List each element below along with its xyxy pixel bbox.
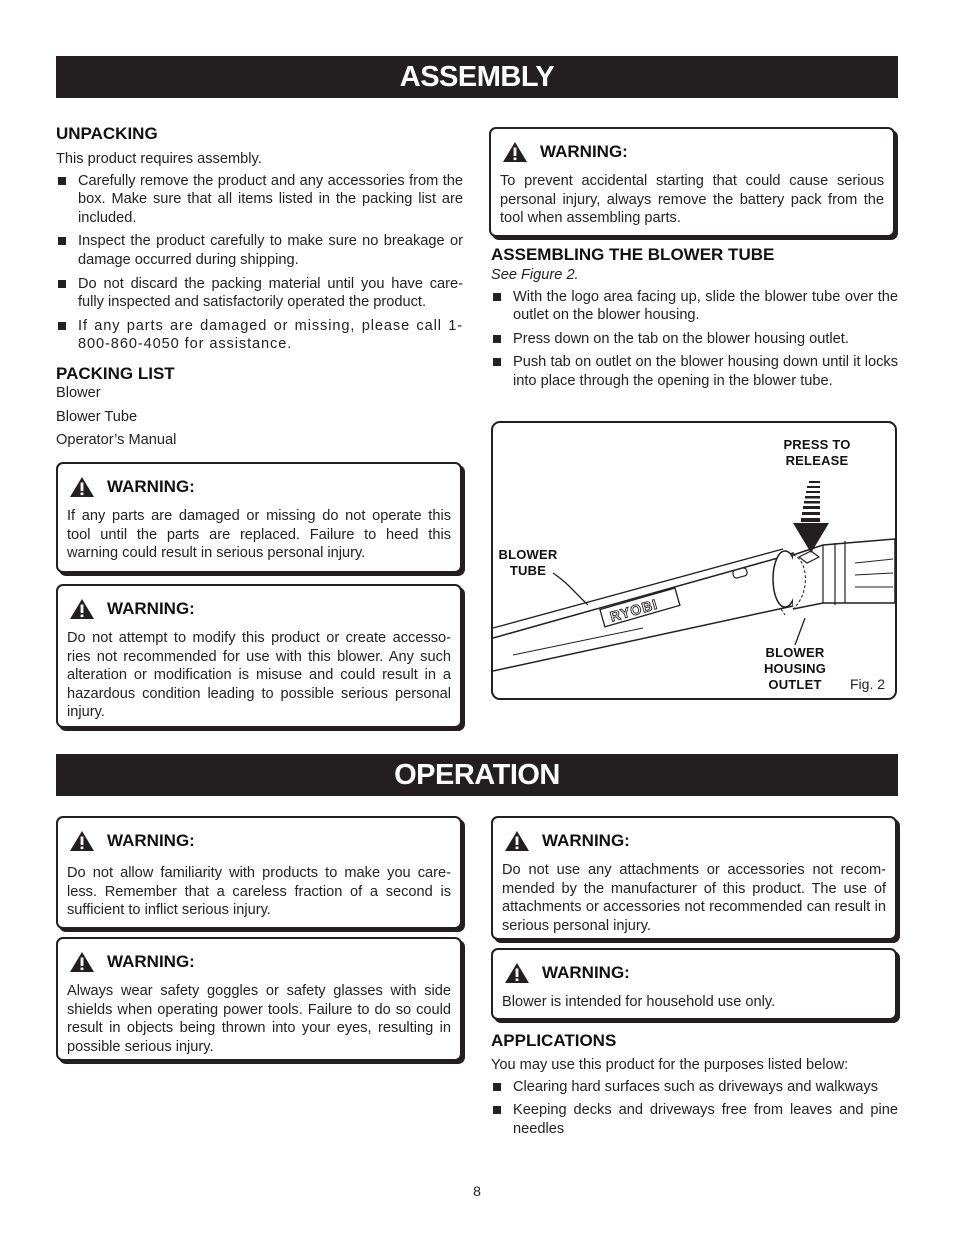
- warning-text: Do not allow familiarity with products to make you care-less. Remember that a careless fraction of a second is sufficient to inflict serious injury.: [67, 865, 451, 919]
- figure-2: [491, 421, 897, 700]
- blower-tube-heading: ASSEMBLING THE BLOWER TUBE: [491, 245, 775, 264]
- warning-title: WARNING:: [107, 952, 195, 971]
- warning-box-missing-parts: [56, 462, 462, 573]
- warning-text: Do not attempt to modify this product or create accesso-ries not recommended for use with this blower. Any such alteration or modification is misuse and could result in a hazardous condition leading to possible serious personal injury.: [67, 630, 451, 721]
- warning-box-attachments: [491, 816, 897, 940]
- warning-triangle-icon: [69, 476, 95, 498]
- list-item: Clearing hard surfaces such as driveways and walkways: [491, 1078, 898, 1097]
- list-item: Press down on the tab on the blower housing outlet.: [491, 330, 898, 349]
- assembly-banner: ASSEMBLY: [56, 56, 898, 98]
- operation-banner: OPERATION: [56, 754, 898, 796]
- warning-box-safety-goggles: [56, 937, 462, 1061]
- unpacking-heading: UNPACKING: [56, 124, 158, 143]
- unpacking-intro: This product requires assembly.: [56, 151, 262, 167]
- packing-list: [56, 384, 463, 450]
- label-blower-housing-outlet: BLOWER HOUSING OUTLET: [763, 645, 827, 692]
- page-number: 8: [473, 1183, 481, 1199]
- list-item: If any parts are damaged or missing, please call 1-800-860-4050 for assistance.: [56, 317, 463, 354]
- unpacking-section: [56, 124, 463, 455]
- list-item: Push tab on outlet on the blower housing down until it locks into place through the opening in the blower tube.: [491, 353, 898, 390]
- blower-tube-list: [491, 288, 898, 391]
- warning-text: To prevent accidental starting that could cause serious personal injury, always remove the battery pack from the tool when assembling parts.: [500, 173, 884, 227]
- warning-title: WARNING:: [107, 831, 195, 850]
- blower-tube-section: [491, 245, 898, 396]
- warning-text: If any parts are damaged or missing do not operate this tool until the parts are replaced. Failure to heed this warning could result in serious personal injury.: [67, 508, 451, 562]
- list-item: With the logo area facing up, slide the blower tube over the outlet on the blower housing.: [491, 288, 898, 325]
- figure-caption: Fig. 2: [850, 676, 886, 692]
- applications-section: [491, 1031, 898, 1143]
- warning-box-household: [491, 948, 897, 1020]
- list-item: Carefully remove the product and any accessories from the box. Make sure that all items listed in the packing list are included.: [56, 172, 463, 228]
- ryobi-logo: RYOBI: [608, 595, 660, 625]
- warning-title: WARNING:: [107, 599, 195, 618]
- warning-box-familiarity: [56, 816, 462, 929]
- warning-triangle-icon: [502, 141, 528, 163]
- warning-triangle-icon: [504, 830, 530, 852]
- warning-text: Blower is intended for household use only.: [502, 994, 776, 1010]
- packing-list-heading: PACKING LIST: [56, 363, 175, 383]
- warning-triangle-icon: [69, 951, 95, 973]
- list-item: Inspect the product carefully to make sure no breakage or damage occurred during shipping.: [56, 232, 463, 269]
- applications-list: [491, 1078, 898, 1139]
- applications-heading: APPLICATIONS: [491, 1031, 617, 1050]
- warning-title: WARNING:: [542, 831, 630, 850]
- warning-triangle-icon: [69, 598, 95, 620]
- warning-title: WARNING:: [107, 477, 195, 496]
- list-item: Keeping decks and driveways free from leaves and pine needles: [491, 1101, 898, 1138]
- see-figure-note: See Figure 2.: [491, 267, 579, 283]
- list-item: Blower Tube: [56, 408, 138, 425]
- unpacking-list: [56, 172, 463, 354]
- applications-intro: You may use this product for the purposes listed below:: [491, 1057, 849, 1073]
- list-item: Blower: [56, 384, 101, 401]
- warning-box-battery: [489, 127, 895, 237]
- warning-triangle-icon: [504, 962, 530, 984]
- list-item: Do not discard the packing material until you have care-fully inspected and satisfactorily operated the product.: [56, 275, 463, 312]
- warning-title: WARNING:: [542, 963, 630, 982]
- label-blower-tube: BLOWER TUBE: [498, 547, 558, 578]
- warning-text: Always wear safety goggles or safety glasses with side shields when operating power tools. Failure to do so could result in objects being thrown into your eyes, resulting in possible serious injury.: [67, 983, 451, 1055]
- warning-box-modification: [56, 584, 462, 728]
- label-press-to-release: PRESS TO RELEASE: [783, 437, 851, 468]
- warning-title: WARNING:: [540, 142, 628, 161]
- list-item: Operator’s Manual: [56, 432, 177, 449]
- warning-text: Do not use any attachments or accessories not recom-mended by the manufacturer of this product. The use of attachments or accessories not recommended can result in serious personal injury.: [502, 862, 886, 934]
- warning-triangle-icon: [69, 830, 95, 852]
